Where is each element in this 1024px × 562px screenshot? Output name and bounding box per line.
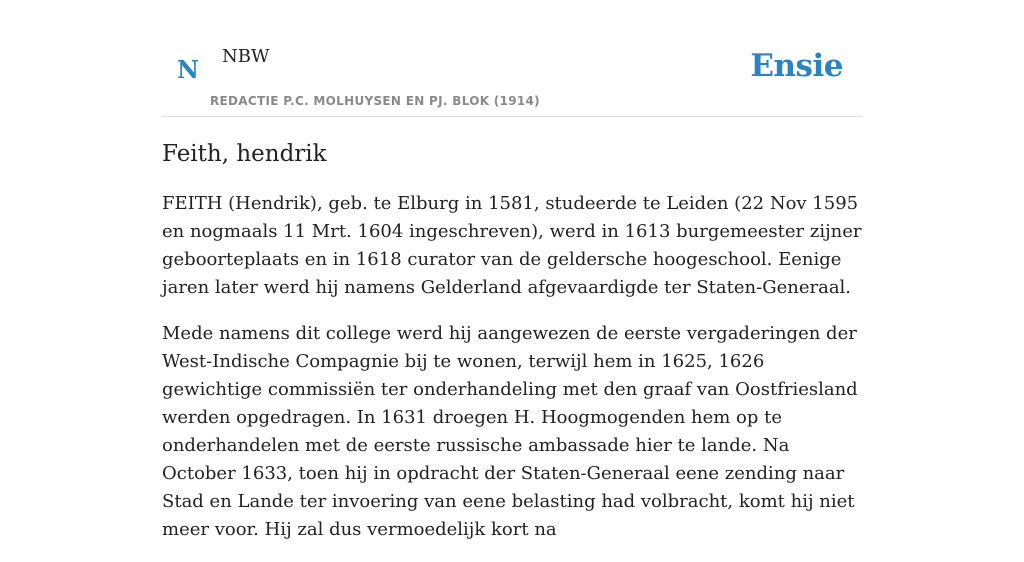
source-header [162, 0, 862, 117]
article-paragraph: FEITH (Hendrik), geb. te Elburg in 1581, studeerde te Leiden (22 Nov 1595 en nogmaals 11 Mrt. 1604 ingeschreven), werd in 1613 burgemeester zijner geboorteplaats en in 1618 curator van de geldersche hoogeschool. Eenige jaren later werd hij namens Gelderland afgevaardigde ter Staten-Generaal. [162, 193, 862, 298]
source-name[interactable]: NBW [222, 46, 270, 67]
brand-logo[interactable]: Ensie [750, 48, 843, 84]
article-title: Feith, hendrik [162, 141, 327, 167]
source-logo[interactable]: N [177, 55, 199, 84]
article [162, 138, 862, 562]
article-paragraph: Mede namens dit college werd hij aangewezen de eerste vergaderingen der West-Indische Compagnie bij te wonen, terwijl hem in 1625, 1626 gewichtige commissiën ter onderhandeling met den graaf van Oostfriesland werden opgedragen. In 1631 droegen H. Hoogmogenden hem op te onderhandelen met de eerste russische ambassade hier te lande. Na October 1633, toen hij in opdracht der Staten-Generaal eene zending naar Stad en Lande ter invoering van eene belasting had volbracht, komt hij niet meer voor. Hij zal dus vermoedelijk kort na [162, 323, 858, 540]
source-subtitle: REDACTIE P.C. MOLHUYSEN EN PJ. BLOK (1914) [210, 94, 540, 108]
